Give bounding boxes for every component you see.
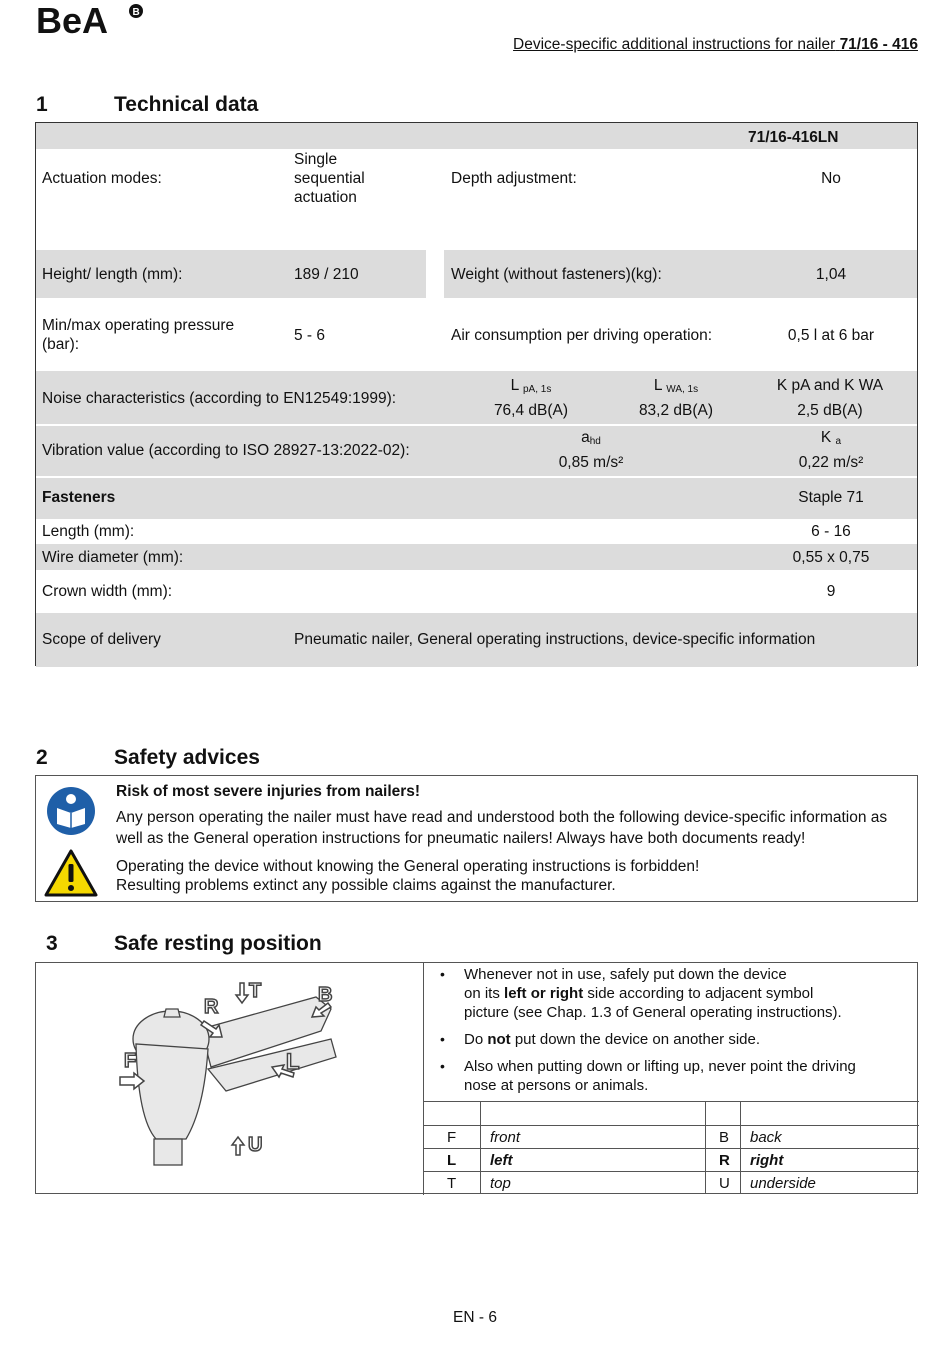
warning-title: Risk of most severe injuries from nailers! [116, 783, 421, 800]
warning-line-3: Operating the device without knowing the General operating instructions is forbidden! [116, 858, 700, 875]
section1-title: Technical data [114, 93, 259, 116]
actuation-value-1: Single [294, 151, 338, 168]
length-label: Length (mm): [42, 523, 135, 540]
height-value: 189 / 210 [294, 266, 359, 283]
resting-position-box [35, 962, 918, 1194]
weight-label: Weight (without fasteners)(kg): [451, 266, 662, 283]
noise-label: Noise characteristics (according to EN12549:1999): [42, 390, 397, 407]
section2-title: Safety advices [114, 746, 260, 769]
model-header: 71/16-416LN [748, 129, 839, 146]
vibration-a-value: 0,85 m/s² [558, 454, 624, 471]
bullet-1: • Whenever not in use, safely put down the device on its left or right side according to adjacent symbol picture (see Chap. 1.3 of General operating instructions). [440, 966, 842, 1021]
height-label: Height/ length (mm): [42, 266, 183, 283]
pressure-value: 5 - 6 [294, 327, 326, 344]
section3-number: 3 [46, 932, 58, 955]
svg-text:F: F [124, 1050, 137, 1072]
actuation-value-2: sequential [294, 170, 365, 187]
scope-value: Pneumatic nailer, General operating instructions, device-specific information [294, 631, 816, 648]
read-manual-icon [46, 786, 96, 836]
scope-label: Scope of delivery [42, 631, 161, 648]
crown-label: Crown width (mm): [42, 583, 173, 600]
svg-text:T: T [249, 980, 262, 1002]
pressure-label-2: (bar): [42, 336, 80, 353]
bullet-2: • Do not put down the device on another side. [440, 1031, 761, 1048]
wire-value: 0,55 x 0,75 [792, 549, 870, 566]
bullet-3: • Also when putting down or lifting up, never point the driving nose at persons or animals. [440, 1058, 856, 1094]
noise-lpa-symbol: L $_{pA, 1s}$ [510, 377, 552, 395]
crown-value: 9 [826, 583, 836, 600]
noise-lwa-value: 83,2 dB(A) [638, 402, 714, 419]
safety-advice-box [35, 775, 918, 902]
vibration-k-symbol: K $_a$ [820, 429, 842, 447]
air-label: Air consumption per driving operation: [451, 327, 713, 344]
depth-label: Depth adjustment: [451, 170, 577, 187]
legend-row: T top U underside [423, 1171, 919, 1195]
warning-line-4: Resulting problems extinct any possible claims against the manufacturer. [116, 877, 616, 894]
section3-title: Safe resting position [114, 932, 322, 955]
section2-number: 2 [36, 746, 48, 769]
pressure-label-1: Min/max operating pressure [42, 317, 235, 334]
svg-text:R: R [204, 996, 219, 1018]
noise-lwa-symbol: L $_{WA, 1s}$ [653, 377, 699, 395]
fasteners-value: Staple 71 [798, 489, 864, 506]
page-number: EN - 6 [453, 1309, 497, 1326]
warning-line-1: Any person operating the nailer must have read and understood both the following device-specific information as [116, 809, 888, 826]
warning-triangle-icon [43, 848, 99, 898]
air-value: 0,5 l at 6 bar [787, 327, 875, 344]
svg-text:U: U [248, 1134, 263, 1156]
legend-row: F front B back [423, 1125, 919, 1149]
noise-k-symbol: K pA and K WA [776, 377, 884, 394]
legend-row: L left R right [423, 1148, 919, 1172]
weight-value: 1,04 [815, 266, 847, 283]
wire-label: Wire diameter (mm): [42, 549, 184, 566]
document-title: Device-specific additional instructions for nailer 71/16 - 416 [513, 36, 918, 53]
noise-k-value: 2,5 dB(A) [797, 402, 863, 419]
svg-text:B: B [318, 984, 333, 1006]
vibration-k-value: 0,22 m/s² [798, 454, 864, 471]
warning-line-2: well as the General operation instructions for pneumatic nailers! Always have both documents ready! [116, 830, 806, 847]
nailer-figure-icon [116, 969, 356, 1179]
actuation-value-3: actuation [294, 189, 357, 206]
section1-number: 1 [36, 93, 48, 116]
svg-text:BeA: BeA [36, 2, 109, 38]
depth-value: No [821, 170, 841, 187]
technical-data-table [35, 122, 918, 666]
noise-lpa-value: 76,4 dB(A) [493, 402, 569, 419]
bea-logo [36, 2, 148, 38]
legend-header-row [423, 1101, 919, 1126]
length-value: 6 - 16 [811, 523, 851, 540]
fasteners-label: Fasteners [42, 489, 116, 506]
svg-text:B: B [132, 7, 140, 18]
svg-text:L: L [286, 1049, 300, 1074]
actuation-label: Actuation modes: [42, 170, 162, 187]
vibration-a-symbol: $a_{hd}$ [581, 429, 601, 447]
vibration-label: Vibration value (according to ISO 28927-13:2022-02): [42, 442, 410, 459]
